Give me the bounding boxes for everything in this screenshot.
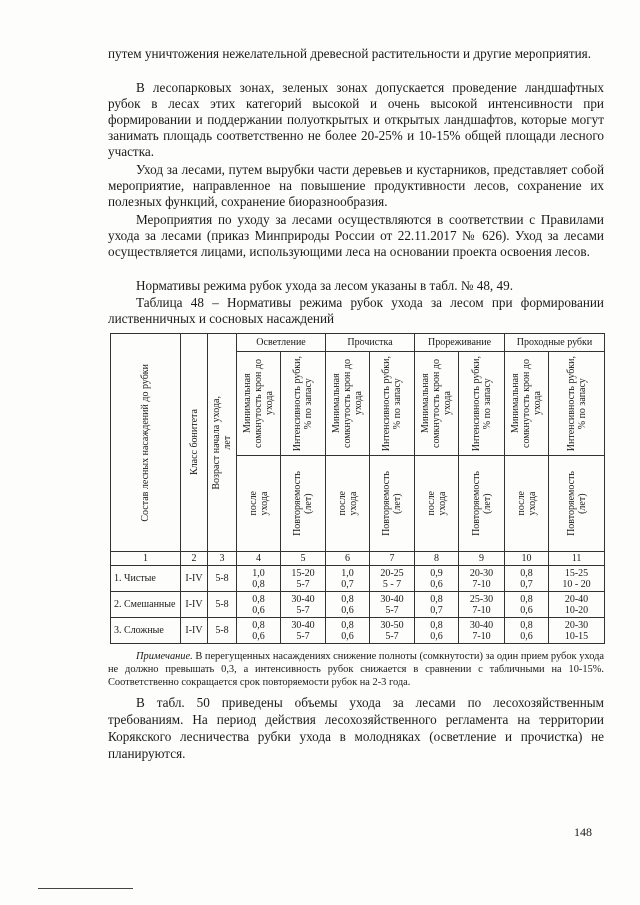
table-cell: 0,8 0,6	[415, 618, 459, 644]
subheader-repeat: Повторяемость (лет)	[549, 456, 605, 552]
table-cell: 0,8 0,6	[326, 592, 370, 618]
subheader-min-density: Минимальная сомкнутость крон до ухода	[505, 352, 549, 456]
column-number: 6	[326, 552, 370, 566]
column-number: 10	[505, 552, 549, 566]
table-cell: 30-40 5-7	[370, 592, 415, 618]
paragraph: путем уничтожения нежелательной древесной растительности и другие мероприятия.	[108, 46, 592, 61]
table-cell: 0,8 0,7	[505, 566, 549, 592]
table-cell: 20-30 10-15	[549, 618, 605, 644]
table-cell: 20-40 10-20	[549, 592, 605, 618]
subheader-after: после ухода	[326, 456, 370, 552]
subheader-intensity: Интенсивность рубки, % по запасу	[459, 352, 505, 456]
paragraph: Мероприятия по уходу за лесами осуществляются в соответствии с Правилами ухода за лесами (приказ Минприроды России от 22.11.2017 № 626). Уход за лесами осуществляется лицами, использующими леса на основании проекта освоения лесов.	[108, 212, 604, 259]
subheader-min-density: Минимальная сомкнутость крон до ухода	[415, 352, 459, 456]
subheader-repeat: Повторяемость (лет)	[370, 456, 415, 552]
group-header: Проходные рубки	[505, 334, 605, 352]
subheader-after: после ухода	[505, 456, 549, 552]
row-bonitet: I-IV	[181, 618, 208, 644]
row-bonitet: I-IV	[181, 566, 208, 592]
column-number: 4	[237, 552, 281, 566]
subheader-after: после ухода	[415, 456, 459, 552]
header-age: Возраст начала ухода, лет	[208, 334, 237, 552]
column-number-row	[111, 552, 605, 566]
subheader-after: после ухода	[237, 456, 281, 552]
table-cell: 30-40 5-7	[281, 592, 326, 618]
table-cell: 30-40 5-7	[281, 618, 326, 644]
table-cell: 30-50 5-7	[370, 618, 415, 644]
paragraph: Нормативы режима рубок ухода за лесом указаны в табл. № 48, 49.	[136, 278, 514, 293]
group-header: Прореживание	[415, 334, 505, 352]
subheader-repeat: Повторяемость (лет)	[281, 456, 326, 552]
subheader-min-density: Минимальная сомкнутость крон до ухода	[326, 352, 370, 456]
row-bonitet: I-IV	[181, 592, 208, 618]
subheader-intensity: Интенсивность рубки, % по запасу	[281, 352, 326, 456]
subheader-min-density: Минимальная сомкнутость крон до ухода	[237, 352, 281, 456]
table-cell: 0,8 0,6	[237, 592, 281, 618]
table-cell: 0,8 0,6	[237, 618, 281, 644]
column-number: 7	[370, 552, 415, 566]
group-header: Осветление	[237, 334, 326, 352]
column-number: 2	[181, 552, 208, 566]
column-number: 3	[208, 552, 237, 566]
table-cell: 0,8 0,6	[505, 592, 549, 618]
column-number: 9	[459, 552, 505, 566]
table-row	[111, 592, 605, 618]
table-cell: 15-20 5-7	[281, 566, 326, 592]
column-number: 5	[281, 552, 326, 566]
row-age: 5-8	[208, 566, 237, 592]
footer-rule	[38, 888, 133, 889]
subheader-intensity: Интенсивность рубки, % по запасу	[549, 352, 605, 456]
column-number: 1	[111, 552, 181, 566]
header-composition: Состав лесных насаждений до рубки	[111, 334, 181, 552]
row-name: 1. Чистые	[111, 566, 181, 592]
subheader-repeat: Повторяемость (лет)	[459, 456, 505, 552]
page-number: 148	[574, 825, 592, 839]
row-name: 2. Смешанные	[111, 592, 181, 618]
table-cell: 20-30 7-10	[459, 566, 505, 592]
row-age: 5-8	[208, 592, 237, 618]
table-cell: 25-30 7-10	[459, 592, 505, 618]
table-note	[108, 650, 604, 689]
paragraph: Уход за лесами, путем вырубки части деревьев и кустарников, представляет собой мероприятие, направленное на повышение продуктивности лесов, сохранение их полезных функций, сохранение биоразнообразия.	[108, 162, 604, 209]
note-text: В перегущенных насаждениях снижение полноты (сомкнутости) за один прием рубок ухода не должно превышать 0,3, а интенсивность рубок снижается в сравнении с табличными на 10-15%. Соответственно сокращается срок повторяемости рубок на 2-3 года.	[108, 651, 604, 688]
row-age: 5-8	[208, 618, 237, 644]
table-cell: 0,8 0,6	[326, 618, 370, 644]
table-cell: 15-25 10 - 20	[549, 566, 605, 592]
norms-table	[110, 333, 605, 644]
table-cell: 1,0 0,8	[237, 566, 281, 592]
column-number: 8	[415, 552, 459, 566]
table-cell: 30-40 7-10	[459, 618, 505, 644]
group-header: Прочистка	[326, 334, 415, 352]
column-number: 11	[549, 552, 605, 566]
table-row	[111, 566, 605, 592]
table-cell: 0,8 0,6	[505, 618, 549, 644]
paragraph: В лесопарковых зонах, зеленых зонах допускается проведение ландшафтных рубок в лесах этих категорий высокой и очень высокой интенсивности при формировании и поддержании полуоткрытых и открытых ландшафтов, которые могут занимать площадь соответственно не более 20-25% и 10-15% общей площади лесного участка.	[108, 80, 604, 159]
table-row	[111, 618, 605, 644]
note-label: Примечание.	[136, 651, 193, 662]
table-cell: 0,8 0,7	[415, 592, 459, 618]
table-cell: 20-25 5 - 7	[370, 566, 415, 592]
subheader-intensity: Интенсивность рубки, % по запасу	[370, 352, 415, 456]
table-cell: 1,0 0,7	[326, 566, 370, 592]
row-name: 3. Сложные	[111, 618, 181, 644]
paragraph: В табл. 50 приведены объемы ухода за лесами по лесохозяйственным требованиям. На период действия лесохозяйственного регламента на территории Корякского лесничества рубки ухода в молодняках (осветление и прочистка) не планируются.	[108, 695, 604, 761]
table-caption: Таблица 48 – Нормативы режима рубок ухода за лесом при формировании лиственничных и сосновых насаждений	[108, 295, 604, 326]
table-cell: 0,9 0,6	[415, 566, 459, 592]
header-bonitet: Класс бонитета	[181, 334, 208, 552]
